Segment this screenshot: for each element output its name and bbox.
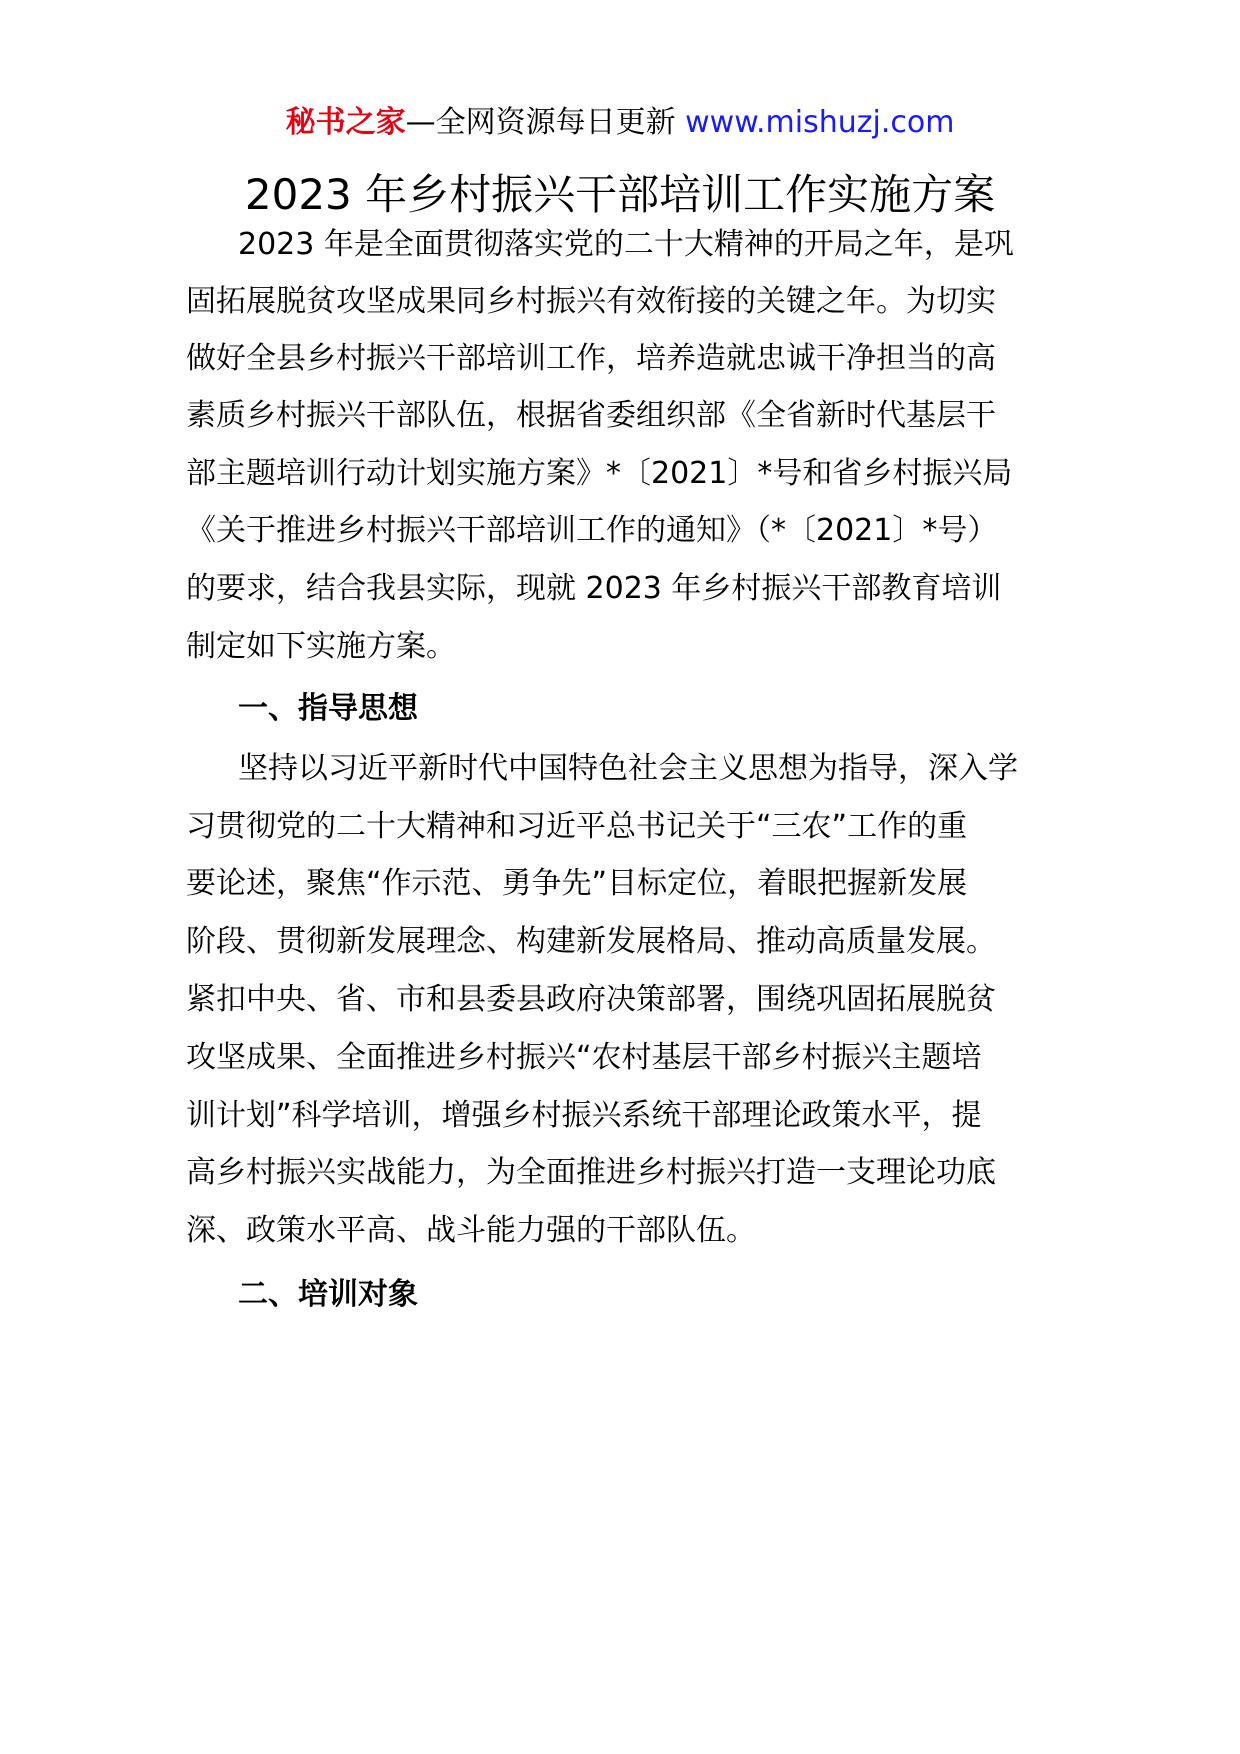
- section-heading-guiding-ideology: 一、指导思想: [238, 691, 418, 726]
- intro-line: 素质乡村振兴干部队伍，根据省委组织部《全省新时代基层干: [186, 398, 996, 433]
- section-heading-training-targets: 二、培训对象: [238, 1277, 418, 1312]
- section1-line: 训计划”科学培训，增强乡村振兴系统干部理论政策水平，提: [186, 1098, 982, 1133]
- section1-line: 紧扣中央、省、市和县委县政府决策部署，围绕巩固拓展脱贫: [186, 982, 996, 1017]
- site-url-link[interactable]: www.mishuzj.com: [685, 105, 955, 140]
- section1-line: 高乡村振兴实战能力，为全面推进乡村振兴打造一支理论功底: [186, 1155, 996, 1190]
- section1-line: 坚持以习近平新时代中国特色社会主义思想为指导，深入学: [238, 751, 1018, 786]
- intro-line: 2023 年是全面贯彻落实党的二十大精神的开局之年，是巩: [238, 227, 1014, 262]
- site-brand: 秘书之家: [285, 105, 406, 140]
- section1-line: 深、政策水平高、战斗能力强的干部队伍。: [186, 1213, 756, 1248]
- intro-line: 部主题培训行动计划实施方案》*〔2021〕*号和省乡村振兴局: [186, 456, 1013, 491]
- site-tagline: —全网资源每日更新: [405, 105, 676, 140]
- intro-line: 《关于推进乡村振兴干部培训工作的通知》（*〔2021〕*号）: [186, 513, 998, 548]
- section1-line: 攻坚成果、全面推进乡村振兴“农村基层干部乡村振兴主题培: [186, 1040, 982, 1075]
- site-header: [0, 100, 1240, 146]
- intro-line: 的要求，结合我县实际，现就 2023 年乡村振兴干部教育培训: [186, 571, 1002, 606]
- document-title: 2023 年乡村振兴干部培训工作实施方案: [244, 170, 996, 219]
- intro-line: 制定如下实施方案。: [186, 629, 456, 664]
- intro-line: 做好全县乡村振兴干部培训工作，培养造就忠诚干净担当的高: [186, 341, 996, 376]
- section1-line: 习贯彻党的二十大精神和习近平总书记关于“三农”工作的重: [186, 809, 968, 844]
- section1-line: 阶段、贯彻新发展理念、构建新发展格局、推动高质量发展。: [186, 924, 996, 959]
- intro-line: 固拓展脱贫攻坚成果同乡村振兴有效衔接的关键之年。为切实: [186, 284, 996, 319]
- section1-line: 要论述，聚焦“作示范、勇争先”目标定位，着眼把握新发展: [186, 866, 968, 901]
